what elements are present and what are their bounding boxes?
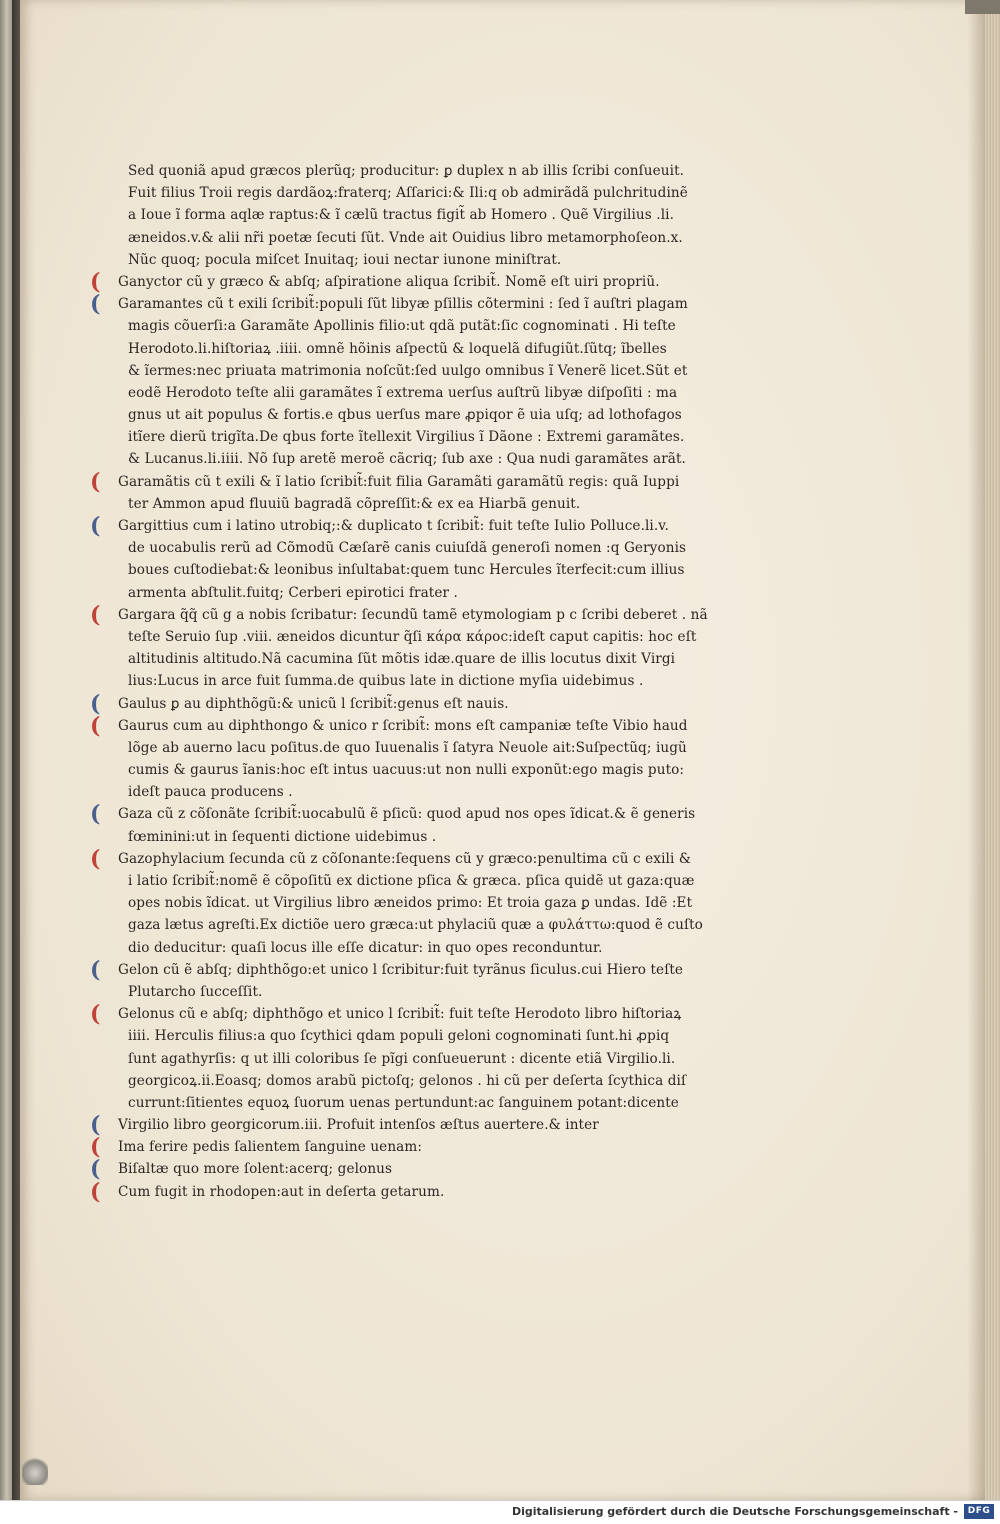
text-block bbox=[90, 160, 728, 1205]
book-page bbox=[20, 0, 985, 1500]
text-line bbox=[90, 291, 728, 318]
text-line bbox=[90, 845, 728, 872]
line-text: lõge ab auerno lacu poſitus.de quo Iuuenalis ĩ ſatyra Neuole ait:Suſpectũq; iugũ bbox=[128, 739, 687, 756]
line-text: a Ioue ĩ forma aqlæ raptus:& ĩ cælũ tractus figit̃ ab Homero . Quẽ Virgilius .li. bbox=[128, 207, 675, 224]
text-line bbox=[128, 737, 728, 759]
line-text: magis cõuerſi:a Garamãte Apollinis filio:ut qdã putãt:ſic cognominati . Hi teſte bbox=[128, 318, 676, 335]
text-line bbox=[128, 826, 728, 848]
text-line bbox=[128, 338, 728, 360]
text-line bbox=[128, 448, 728, 470]
text-line bbox=[128, 892, 728, 914]
line-text: Gelon cũ ẽ abſq; diphthõgo:et unico l ſcribitur:fuit tyrãnus ſiculus.cui Hiero teſte bbox=[118, 961, 684, 978]
line-text: Biſaltæ quo more ſolent:acerq; gelonus bbox=[118, 1161, 393, 1178]
line-text: ter Ammon apud fluuiũ bagradã cõpreſſit:& ex ea Hiarbã genuit. bbox=[128, 495, 581, 512]
text-line bbox=[128, 404, 728, 426]
rubric-mark: ( bbox=[90, 291, 101, 318]
footer-credit: Digitalisierung gefördert durch die Deutsche Forschungsgemeinschaft - bbox=[511, 1505, 958, 1518]
dfg-logo-icon: DFG bbox=[964, 1504, 994, 1519]
text-line bbox=[128, 582, 728, 604]
line-text: Garamantes cũ t exili ſcribit̃:populi ſũt libyæ pſillis cõtermini : ſed ĩ auſtri plagam bbox=[118, 296, 688, 313]
text-line bbox=[128, 360, 728, 382]
line-text: lius:Lucus in arce fuit ſumma.de quibus late in dictione myſia uidebimus . bbox=[128, 673, 644, 690]
line-text: Gaza cũ z cõſonãte ſcribit̃:uocabulũ ẽ pſicũ: quod apud nos opes ĩdicat.& ẽ generis bbox=[118, 806, 696, 823]
rubric-mark: ( bbox=[90, 801, 101, 828]
rubric-mark: ( bbox=[90, 268, 101, 295]
text-line bbox=[128, 204, 728, 226]
text-line bbox=[128, 426, 728, 448]
text-line bbox=[90, 712, 728, 739]
text-line bbox=[128, 382, 728, 404]
line-text: fœminini:ut in ſequenti dictione uidebimus . bbox=[128, 828, 437, 845]
line-text: boues cuſtodiebat:& leonibus inſultabat:quem tunc Hercules ĩterfecit:cum illius bbox=[128, 562, 685, 579]
text-line bbox=[90, 1112, 728, 1139]
text-line bbox=[128, 1048, 728, 1070]
text-line bbox=[90, 801, 728, 828]
text-line bbox=[128, 781, 728, 803]
line-text: Gargittius cum i latino utrobiq;:& duplicato t ſcribit̃: fuit teſte Iulio Polluce.li.v. bbox=[118, 518, 669, 534]
text-line bbox=[128, 1092, 728, 1114]
rubric-mark: ( bbox=[90, 690, 101, 717]
text-line bbox=[90, 1156, 728, 1183]
line-text: iiii. Herculis filius:a quo ſcythici qdam populi geloni cognominati ſunt.hi ꝓpiq bbox=[128, 1028, 670, 1045]
line-text: Gaulus ꝑ au diphthõgũ:& unicũ l ſcribit̃:genus eſt nauis. bbox=[118, 695, 509, 712]
text-line bbox=[128, 870, 728, 892]
stacked-page-edges bbox=[985, 0, 1000, 1500]
text-line bbox=[90, 690, 728, 717]
text-line bbox=[128, 227, 728, 249]
rubric-mark: ( bbox=[90, 1178, 101, 1205]
text-line bbox=[90, 601, 728, 628]
line-text: georgicoꝝ.ii.Eoasq; domos arabũ pictoſq; gelonos . hi cũ per deſerta ſcythica diſ bbox=[128, 1072, 687, 1089]
line-text: Gelonus cũ e abſq; diphthõgo et unico l ſcribit̃: fuit teſte Herodoto libro hiſtoriaꝝ bbox=[118, 1006, 682, 1023]
text-line bbox=[128, 249, 728, 271]
text-line bbox=[90, 1134, 728, 1161]
text-line bbox=[128, 937, 728, 959]
corner-shadow bbox=[965, 0, 1000, 14]
line-text: Ganyctor cũ y græco & abſq; aſpiratione aliqua ſcribit̃. Nomẽ eſt uiri propriũ. bbox=[118, 273, 660, 290]
line-text: Ima ferire pedis ſalientem ſanguine uenam: bbox=[118, 1139, 423, 1156]
line-text: & ĩermes:nec priuata matrimonia noſcũt:ſed uulgo omnibus ĩ Venerẽ licet.Sũt et bbox=[128, 362, 688, 379]
text-line bbox=[90, 513, 728, 539]
text-line bbox=[90, 1178, 728, 1205]
line-text: armenta abſtulit.fuitq; Cerberi epirotici frater . bbox=[128, 584, 458, 601]
text-line bbox=[128, 182, 728, 204]
line-text: de uocabulis rerũ ad Cõmodũ Cæſarẽ canis cuiuſdã generoſi nomen :q Geryonis bbox=[128, 540, 687, 557]
text-line bbox=[128, 315, 728, 337]
text-line bbox=[128, 759, 728, 781]
rubric-mark: ( bbox=[90, 1001, 101, 1028]
rubric-mark: ( bbox=[90, 468, 101, 495]
line-text: altitudinis altitudo.Nã cacumina ſũt mõtis idæ.quare de illis locutus dixit Virgi bbox=[128, 651, 676, 668]
text-line bbox=[90, 268, 728, 295]
text-line bbox=[128, 670, 728, 692]
line-text: Virgilio libro georgicorum.iii. Profuit intenſos æſtus auertere.& inter bbox=[118, 1117, 599, 1134]
text-line bbox=[128, 914, 728, 936]
line-text: Garamãtis cũ t exili & ĩ latio ſcribit̃:fuit filia Garamãti garamãtũ regis: quã Iuppi bbox=[118, 473, 680, 490]
text-line bbox=[90, 468, 728, 495]
line-text: Sed quoniã apud græcos plerũq; producitur: ꝑ duplex n ab illis ſcribi conſueuit. bbox=[128, 163, 685, 179]
line-text: teſte Seruio ſup .viii. æneidos dicuntur q̃ſi κάρα κάροϲ:ideſt caput capitis: hoc eſt bbox=[128, 628, 697, 645]
rubric-mark: ( bbox=[90, 601, 101, 628]
text-line bbox=[128, 648, 728, 670]
line-text: cumis & gaurus ĩanis:hoc eſt intus uacuus:ut non nulli exponũt:ego magis puto: bbox=[128, 762, 685, 779]
line-text: Plutarcho ſucceſſit. bbox=[128, 983, 263, 1000]
rubric-mark: ( bbox=[90, 956, 101, 983]
text-line bbox=[128, 1070, 728, 1092]
line-text: Gargara q̃q̃ cũ g a nobis ſcribatur: ſecundũ tamẽ etymologiam p c ſcribi deberet . nã bbox=[118, 606, 708, 623]
rubric-mark: ( bbox=[90, 1156, 101, 1183]
line-text: opes nobis ĩdicat. ut Virgilius libro æneidos primo: Et troia gaza ꝑ undas. Idẽ :Et bbox=[128, 895, 693, 912]
rubric-mark: ( bbox=[90, 513, 101, 539]
line-text: Fuit filius Troii regis dardãoꝝ:fraterq; Aſſarici:& Ili:q ob admirãdã pulchritudinẽ bbox=[128, 185, 688, 202]
line-text: gnus ut ait populus & fortis.e qbus uerſus mare ꝓpiqor ẽ uia uſq; ad lothofagos bbox=[128, 407, 682, 424]
line-text: & Lucanus.li.iiii. Nõ ſup aretẽ meroẽ cãcriq; ſub axe : Qua nudi garamãtes arãt. bbox=[128, 451, 686, 468]
line-text: Gaurus cum au diphthongo & unico r ſcribit̃: mons eſt campaniæ teſte Vibio haud bbox=[118, 717, 688, 734]
rubric-mark: ( bbox=[90, 712, 101, 739]
line-text: Cum fugit in rhodopen:aut in deſerta getarum. bbox=[118, 1183, 445, 1200]
line-text: Gazophylacium ſecunda cũ z cõſonante:ſequens cũ y græco:penultima cũ c exili & bbox=[118, 850, 692, 867]
text-line bbox=[128, 1025, 728, 1047]
line-text: dio deducitur: quaſi locus ille eſſe dicatur: in quo opes reconduntur. bbox=[128, 939, 603, 956]
line-text: Nũc quoq; pocula miſcet Inuitaq; ioui nectar iunone miniſtrat. bbox=[128, 251, 562, 268]
left-page-edge bbox=[0, 0, 12, 1500]
line-text: i latio ſcribit̃:nomẽ ẽ cõpoſitũ ex dictione pſica & græca. pſica quidẽ ut gaza:quæ bbox=[128, 873, 695, 889]
line-text: æneidos.v.& alii nr̃i poetæ ſecuti ſũt. Vnde ait Ouidius libro metamorphoſeon.x. bbox=[128, 229, 683, 246]
binding-gutter bbox=[12, 0, 20, 1500]
line-text: ideſt pauca producens . bbox=[128, 784, 293, 801]
rubric-mark: ( bbox=[90, 1134, 101, 1161]
text-line bbox=[128, 493, 728, 515]
text-line bbox=[128, 537, 728, 559]
text-line bbox=[128, 981, 728, 1003]
line-text: eodẽ Herodoto teſte alii garamãtes ĩ extrema uerſus auſtrũ libyæ diſpoſiti : ma bbox=[128, 384, 678, 401]
line-text: itĩere dierũ trigĩta.De qbus forte ĩtellexit Virgilius ĩ Dãone : Extremi garamãtes. bbox=[128, 429, 685, 446]
text-line bbox=[90, 1001, 728, 1028]
line-text: gaza lætus agreſti.Ex dictiõe uero græca:ut phylaciũ quæ a φυλάττω:quod ẽ cuſto bbox=[128, 917, 703, 934]
line-text: currunt:ſitientes equoꝝ ſuorum uenas pertundunt:ac ſanguinem potant:dicente bbox=[128, 1094, 679, 1111]
text-line bbox=[128, 626, 728, 648]
rubric-mark: ( bbox=[90, 845, 101, 872]
rubric-mark: ( bbox=[90, 1112, 101, 1139]
line-text: Herodoto.li.hiſtoriaꝝ .iiii. omnẽ hõinis aſpectũ & loquelã difugiũt.ſũtq; ĩbelles bbox=[128, 340, 667, 357]
binding-thread-image bbox=[22, 1455, 48, 1485]
footer-bar bbox=[0, 1500, 1000, 1524]
text-line bbox=[90, 956, 728, 983]
line-text: ſunt agathyrſis: q ut illi coloribus ſe pĩgi conſueuerunt : dicente etiã Virgilio.li. bbox=[128, 1050, 676, 1067]
text-line bbox=[128, 559, 728, 581]
text-line bbox=[128, 160, 728, 182]
